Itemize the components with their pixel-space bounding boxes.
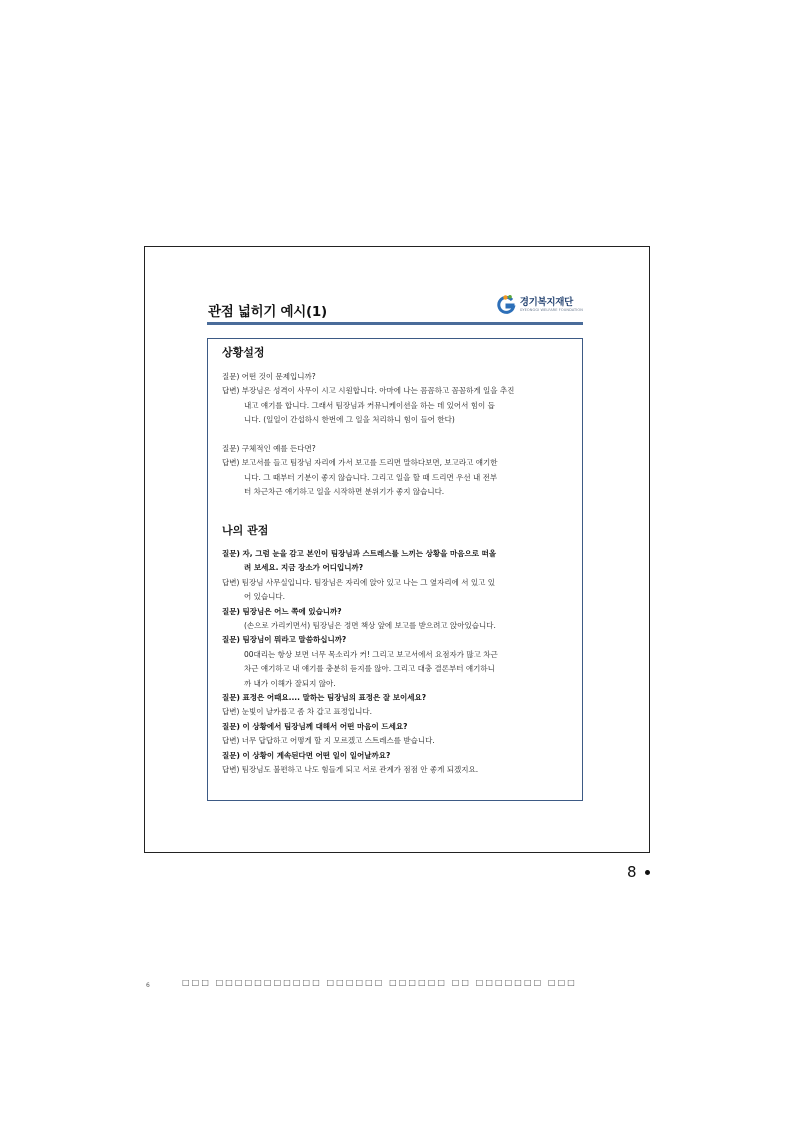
section-heading-situation: 상황설정 (222, 346, 265, 359)
dialogue-line: 답변) 팀장님도 불편하고 나도 힘들게 되고 서로 관계가 점점 안 좋게 되겠지요. (222, 765, 479, 775)
dialogue-line: 답변) 너무 답답하고 어떻게 할 지 모르겠고 스트레스를 받습니다. (222, 736, 435, 746)
section-heading-my-view: 나의 관점 (222, 524, 269, 537)
dialogue-line: 답변) 보고서를 들고 팀장님 자리에 가서 보고를 드리면 말하다보면, 보고라고 얘기한 (222, 458, 498, 468)
dialogue-line: 까 내가 이해가 잘되지 않아. (244, 678, 336, 688)
logo-name: 경기복지재단 (519, 296, 574, 308)
dialogue-line: 답변) 팀장님 사무실입니다. 팀장님은 자리에 앉아 있고 나는 그 옆자리에 서 있고 있 (222, 577, 496, 587)
dialogue-line: 질문) 팀장님이 뭐라고 말씀하십니까? (222, 635, 347, 645)
dialogue-line: 00대리는 항상 보면 너무 목소리가 커! 그리고 보고서에서 요점자가 많고 차근 (244, 649, 498, 659)
footer-text: □□□ □□□□□□□□□□□ □□□□□□ □□□□□□ □□ □□□□□□□ □□□ (182, 978, 577, 987)
slide-title: 관점 넓히기 예시(1) (208, 304, 327, 320)
dialogue-line: 질문) 이 상황이 계속된다면 어떤 일이 일어날까요? (222, 750, 391, 760)
slide-frame (144, 246, 650, 853)
dialogue-line: 어 있습니다. (244, 592, 285, 602)
dialogue-line: 질문) 자, 그럼 눈을 감고 본인이 팀장님과 스트레스를 느끼는 상황을 마음으로 떠올 (222, 549, 497, 558)
dialogue-line: 내고 얘기를 합니다. 그래서 팀장님과 커뮤니케이션을 하는 데 있어서 힘이 듭 (244, 400, 495, 410)
dialogue-line: 답변) 부장님은 성격이 사무이 시고 시원합니다. 아마에 나는 꼼꼼하고 꼼꼼하게 일을 추진 (222, 386, 515, 396)
dialogue-line: 차근 얘기하고 내 얘기를 충분히 듣지를 않아. 그리고 대충 결론부터 얘기하니 (244, 664, 495, 674)
page-bullet-icon (645, 870, 650, 875)
title-divider (207, 322, 583, 325)
dialogue-line: 니다. 그 때부터 기분이 좋지 않습니다. 그리고 일을 할 때 드리면 우선 내 전부 (244, 472, 498, 482)
content-box (207, 338, 583, 801)
page-number: 8 (627, 863, 637, 881)
dialogue-line: 질문) 이 상황에서 팀장님께 대해서 어떤 마음이 드세요? (222, 721, 408, 731)
dialogue-line: 터 차근차근 얘기하고 일을 시작하면 분위기가 좋지 않습니다. (244, 487, 445, 497)
dialogue-line (222, 428, 572, 442)
foundation-logo-icon (497, 294, 517, 316)
dialogue-line: 질문) 구체적인 예를 든다면? (222, 444, 316, 454)
dialogue-line: 질문) 어떤 것이 문제입니까? (222, 372, 316, 381)
dialogue-line: 질문) 팀장님은 어느 쪽에 있습니까? (222, 606, 342, 616)
dialogue-line: 답변) 눈빛이 날카롭고 좀 차 갑고 표정입니다. (222, 707, 373, 717)
dialogue-line: 려 보세요. 지금 장소가 어디입니까? (244, 563, 364, 573)
section-lines-my-view (222, 547, 572, 778)
section-lines-situation (222, 370, 572, 500)
dialogue-line: (손으로 가리키면서) 팀장님은 정면 책상 앞에 보고를 받으려고 앉아있습니다. (244, 621, 496, 631)
dialogue-line: 질문) 표정은 어때요.... 말하는 팀장님의 표정은 잘 보이세요? (222, 693, 427, 703)
logo-subtitle: GYEONGGI WELFARE FOUNDATION (519, 308, 583, 312)
dialogue-line: 니다. (일일이 간섭하시 한번에 그 일을 처리하니 힘이 들어 한다) (244, 415, 455, 425)
footer-number: 6 (146, 982, 150, 989)
foundation-logo (497, 294, 583, 316)
